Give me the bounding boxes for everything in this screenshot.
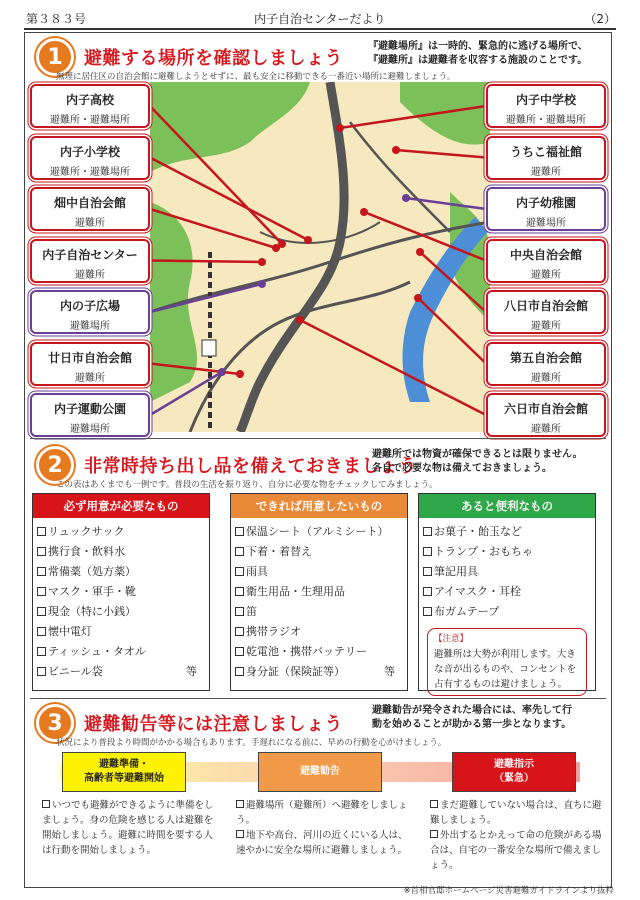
checklist-item-label: 布ガムテープ [434,605,500,618]
leader-line [406,198,486,209]
checkbox[interactable] [37,607,46,616]
checklist-column-0 [32,493,210,691]
location-box-right-1 [486,136,606,180]
checkbox[interactable] [423,527,432,536]
section3-note: 状況により普段より時間がかかる場合もあります。手遅れになる前に、早めの行動を心がけましょう。 [56,738,447,748]
leader-line [150,209,276,248]
location-name: 内の子広場 [59,299,120,313]
checklist-item-label: ティッシュ・タオル [48,645,146,658]
leader-line [340,106,486,128]
checkbox[interactable] [423,607,432,616]
leader-line [418,298,486,364]
advice-text: 避難場所（避難所）へ避難をしましょう。 [236,800,408,826]
location-marker [416,248,424,256]
location-name: 内子幼稚園 [515,196,576,210]
etc-label: 等 [384,665,395,678]
location-box-left-1 [30,136,150,180]
checklist-item[interactable] [37,662,205,682]
checklist-column-2 [418,493,596,691]
location-name: 廿日市自治会館 [47,350,132,365]
checklist-column-header: あると便利なもの [419,494,595,518]
checklist-item-label: 雨具 [246,565,268,578]
checklist-item-label: 下着・着替え [246,545,312,558]
leader-line [150,261,262,263]
checklist-column-header: 必ず用意が必要なもの [33,494,209,518]
checkbox[interactable] [235,647,244,656]
leader-line [364,212,486,261]
alert-level-label [84,758,164,786]
checklist-item-label: アイマスク・耳栓 [434,585,522,598]
checklist-item[interactable] [235,562,403,582]
section2-title: 非常時持ち出し品を備えておきましょう [84,456,417,477]
section2-note: この表はあくまでも一例です。普段の生活を振り返り、自分に必要な物をチェックしてみましょう。 [56,480,438,490]
alert-level-line: （緊急） [494,773,534,784]
leader-line [396,150,486,158]
alert-advice-2 [430,798,606,873]
alert-level-0 [62,752,186,792]
checkbox[interactable] [235,567,244,576]
section3-number: 3 [36,704,74,742]
checklist-item[interactable] [423,522,591,542]
etc-label: 等 [186,665,197,678]
checkbox[interactable] [236,800,244,808]
checklist-item-label: 懐中電灯 [48,625,92,638]
alert-advice-0 [42,798,218,858]
checkbox[interactable] [235,547,244,556]
checklist-items [231,518,407,686]
location-type: 避難所・避難場所 [50,166,130,178]
location-box-left-4 [30,290,150,334]
checklist-item-label: 常備薬（処方薬） [48,565,136,578]
location-type: 避難場所 [70,424,110,435]
section1-title: 避難する場所を確認しましょう [84,48,343,69]
location-box-right-2 [486,187,606,231]
location-box-left-2 [30,187,150,231]
location-name: 畑中自治会館 [53,196,126,210]
location-marker [258,258,266,266]
location-type: 避難所 [75,218,105,229]
location-box-left-0 [30,84,150,128]
checklist-item-label: 乾電池・携帯バッテリー [246,645,367,658]
location-box-left-6 [30,393,150,437]
checklist-item[interactable] [235,642,403,662]
location-marker [218,368,226,376]
checklist-item-label: リュックサック [48,525,125,538]
location-marker [414,294,422,302]
section1-desc: 『避難場所』は一時的、緊急的に逃げる場所で、 『避難所』は避難者を収容する施設のことです。 [368,41,588,66]
checklist-item[interactable] [423,542,591,562]
location-name: 八日市自治会館 [503,299,588,313]
leader-line [150,372,222,415]
checklist-item[interactable] [37,642,205,662]
location-name: 内子中学校 [515,93,576,107]
location-box-right-0 [486,84,606,128]
checkbox[interactable] [42,800,50,808]
checkbox[interactable] [37,667,46,676]
location-type: 避難所 [531,424,561,435]
checklist-item[interactable] [423,582,591,602]
alert-level-1 [258,752,382,792]
location-marker [392,146,400,154]
advice-text: 地下や高台、河川の近くにいる人は、速やかに安全な場所に避難しましょう。 [236,830,408,856]
alert-level-line: 避難準備・ [99,759,149,770]
checklist-item-label: お菓子・飴玉など [434,525,522,538]
leader-line [150,364,240,375]
location-type: 避難場所 [526,218,566,229]
checklist-items [419,518,595,704]
leader-line [150,106,282,244]
checkbox[interactable] [37,627,46,636]
alert-advice-1 [236,798,412,858]
leader-line [150,158,308,241]
checkbox[interactable] [37,527,46,536]
checkbox[interactable] [235,607,244,616]
alert-level-line: 高齢者等避難開始 [84,773,164,784]
location-name: 中央自治会館 [509,247,582,262]
checklist-item-label: 笛 [246,605,257,618]
location-marker [272,244,280,252]
location-box-right-6 [486,393,606,437]
location-name: 内子運動公園 [53,402,126,416]
location-name: 内子自治センター [42,247,138,262]
location-box-left-5 [30,342,150,386]
checklist-item-label: トランプ・おもちゃ [434,545,533,558]
section-divider-2 [30,698,606,699]
checkbox[interactable] [430,830,438,838]
checklist-item-label: ビニール袋 [48,665,103,678]
checklist-items [33,518,209,686]
checkbox[interactable] [423,567,432,576]
checklist-column-1 [230,493,408,691]
checklist-item[interactable] [37,522,205,542]
caution-title: 【注意】 [434,634,469,644]
advice-item [430,828,606,873]
advice-text: まだ避難していない場合は、直ちに避難しましょう。 [430,800,602,826]
checkbox[interactable] [235,527,244,536]
checklist-item[interactable] [235,542,403,562]
caution-box [427,628,587,696]
location-marker [402,194,410,202]
location-type: 避難場所 [70,321,110,332]
location-name: うちこ福祉館 [509,144,582,159]
leader-line [150,284,262,312]
location-type: 避難所 [531,269,561,281]
advice-item [236,828,412,858]
checkbox[interactable] [235,587,244,596]
checkbox[interactable] [235,627,244,636]
checklist-item[interactable] [235,582,403,602]
checklist-item[interactable] [423,602,591,622]
checkbox[interactable] [37,647,46,656]
location-type: 避難所 [531,321,561,332]
section3-title: 避難勧告等には注意しましょう [84,714,343,735]
alert-level-line: 避難勧告 [300,766,340,777]
location-type: 避難所 [531,372,561,384]
section1-number: 1 [36,38,74,76]
location-box-right-5 [486,342,606,386]
location-marker [304,236,312,244]
location-box-right-3 [486,239,606,283]
checkbox[interactable] [37,567,46,576]
checkbox[interactable] [430,800,438,808]
page-number: （2） [584,12,616,26]
checklist-item-label: 身分証（保険証等） [246,665,345,678]
caution-text: 避難所は大勢が利用します。大きな音が出るものや、コンセントを占有するものは避けましょう。 [434,649,577,690]
section1-note: 無理に居住区の自治会館に避難しようとせずに、最も安全に移動できる一番近い場所に避難しましょう。 [56,72,456,82]
alert-level-2 [452,752,576,792]
location-marker [236,370,244,378]
location-type: 避難所 [531,166,561,178]
location-type: 避難所 [75,269,105,281]
alert-level-label [300,765,340,779]
advice-text: いつでも避難ができるように準備をしましょう。身の危険を感じる人は避難を開始しましょう。避難に時間を要する人は行動を開始しましょう。 [42,800,214,856]
issue-number: 第３８３号 [26,12,87,26]
checklist-item[interactable] [37,582,205,602]
checklist-item-label: 保温シート（アルミシート） [246,525,389,538]
location-type: 避難所 [75,372,105,384]
checklist-item-label: 携帯ラジオ [246,625,301,638]
checklist-column-header: できれば用意したいもの [231,494,407,518]
checklist-item-label: 筆記用具 [434,565,478,578]
checklist-item[interactable] [235,662,403,682]
checkbox[interactable] [235,667,244,676]
checklist-item-label: 現金（特に小銭） [48,605,136,618]
location-box-right-4 [486,290,606,334]
section2-number: 2 [36,446,74,484]
section3-desc: 避難勧告が発令された場合には、率先して行 動を始めることが助かる第一歩となります。 [372,705,572,730]
section2-desc: 避難所では物資が確保できるとは限りません。 各自で必要な物は備えておきましょう。 [372,449,583,474]
checkbox[interactable] [423,587,432,596]
checklist-item-label: マスク・軍手・靴 [48,585,136,598]
section-divider-1 [30,438,606,439]
location-marker [360,208,368,216]
checklist-item[interactable] [37,622,205,642]
checklist-item[interactable] [235,602,403,622]
checkbox[interactable] [423,547,432,556]
checklist-item[interactable] [235,622,403,642]
location-type: 避難所・避難場所 [50,115,130,126]
newsletter-title: 内子自治センターだより [254,12,386,26]
footer-source: ※首相官邸ホームページ災害避難ガイドラインより抜粋 [403,886,614,896]
location-marker [258,280,266,288]
checklist-item[interactable] [423,562,591,582]
alert-level-line: 避難指示 [494,759,534,770]
checklist-item[interactable] [37,562,205,582]
advice-item [236,798,412,828]
checklist-item-label: 携行食・飲料水 [48,545,125,558]
advice-item [430,798,606,828]
location-box-left-3 [30,239,150,283]
location-marker [296,316,304,324]
location-type: 避難所・避難場所 [506,115,586,126]
alert-level-label [494,758,534,786]
advice-item [42,798,218,858]
advice-text: 外出するとかえって命の危険がある場合は、自宅の一番安全な場所で備えましょう。 [430,830,602,871]
location-name: 第五自治会館 [509,350,582,365]
checkbox[interactable] [236,830,244,838]
location-name: 内子小学校 [59,144,120,159]
location-marker [336,124,344,132]
checklist-item[interactable] [37,602,205,622]
checklist-item-label: 衛生用品・生理用品 [246,585,345,598]
location-name: 内子高校 [65,93,114,107]
location-name: 六日市自治会館 [503,402,588,416]
checklist-item[interactable] [235,522,403,542]
leader-line [300,320,486,415]
leader-line [420,252,486,312]
checkbox[interactable] [37,547,46,556]
checklist-item[interactable] [37,542,205,562]
checkbox[interactable] [37,587,46,596]
